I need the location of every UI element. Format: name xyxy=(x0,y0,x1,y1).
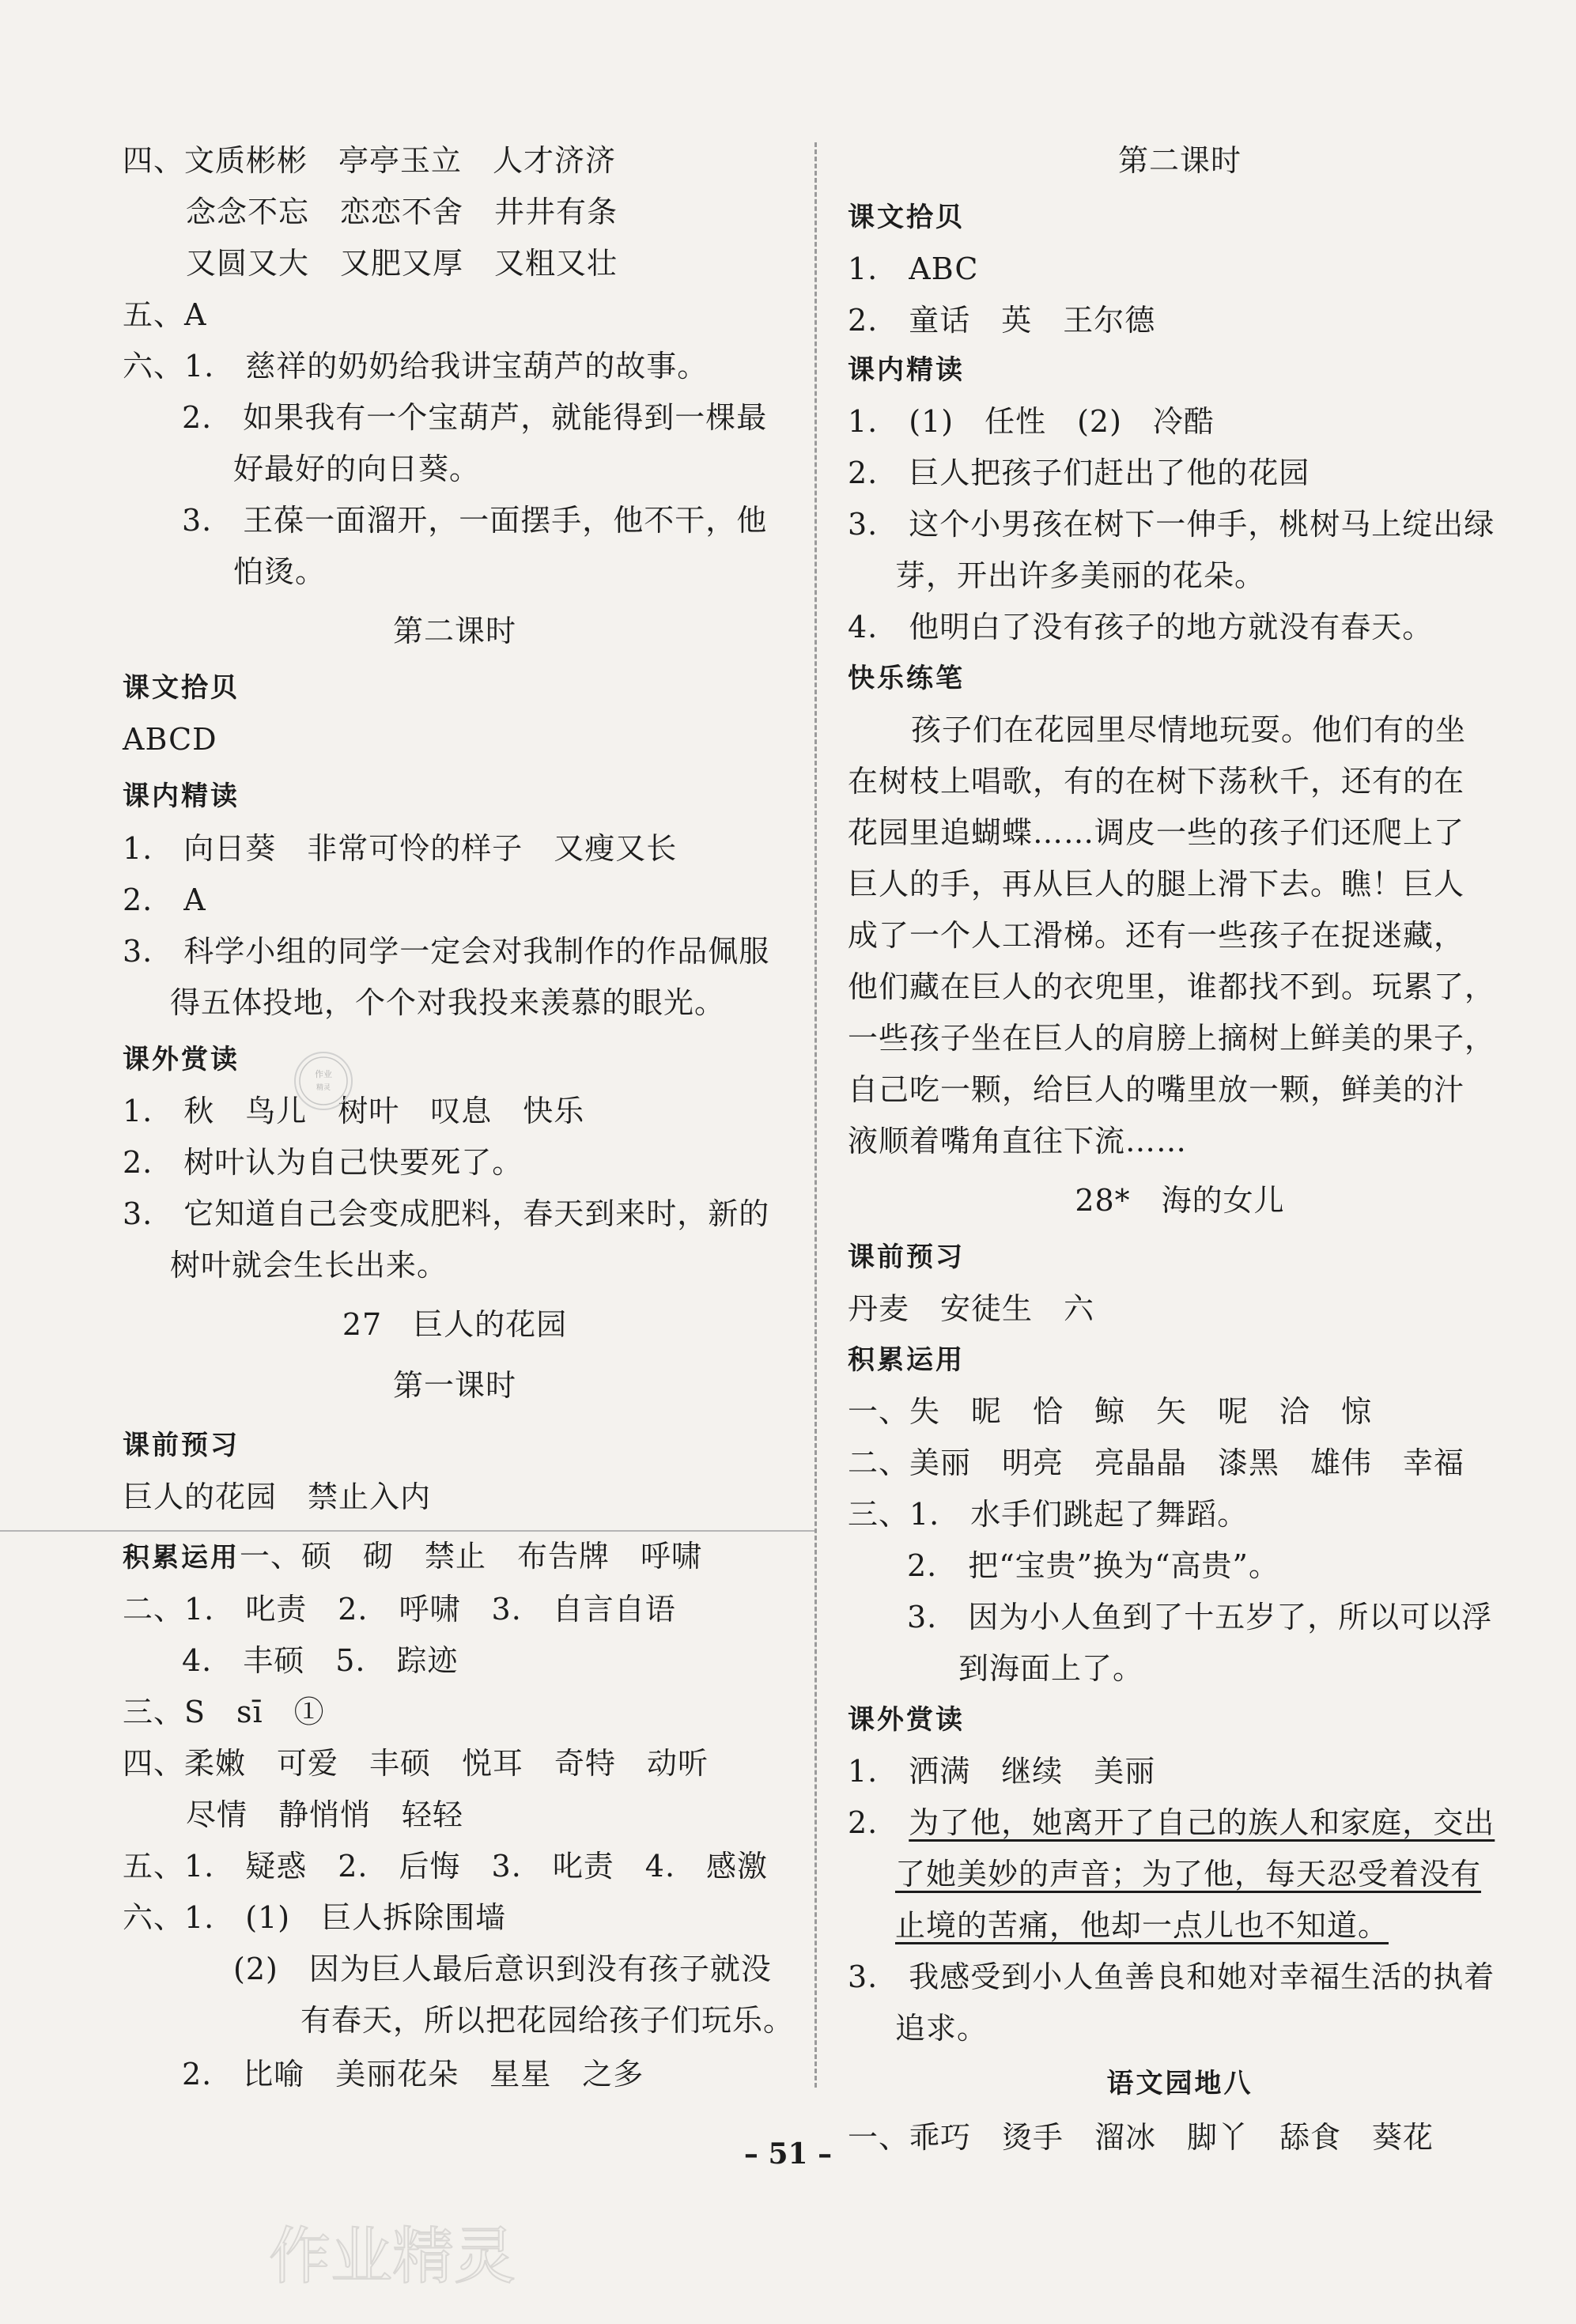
answer-line: 4. 丰硕 5. 踪迹 xyxy=(182,1643,459,1678)
answer-line: 2. 把“宝贵”换为“高贵”。 xyxy=(907,1548,1279,1583)
lesson-title: 27 巨人的花园 xyxy=(342,1307,568,1342)
section-heading: 快乐练笔 xyxy=(848,663,965,694)
lesson-title: 第二课时 xyxy=(1117,143,1242,178)
answer-line: 到海面上了。 xyxy=(958,1651,1144,1686)
answer-line: 液顺着嘴角直往下流…… xyxy=(848,1124,1188,1158)
answer-line: 1. 向日葵 非常可怜的样子 又瘦又长 xyxy=(123,831,678,866)
answer-line: 2. 巨人把孩子们赶出了他的花园 xyxy=(848,455,1310,490)
answer-line: 1. 洒满 继续 美丽 xyxy=(848,1754,1156,1789)
answer-line: 积累运用一、硕 砌 禁止 布告牌 呼啸 xyxy=(123,1539,703,1574)
answer-line: 芽，开出许多美丽的花朵。 xyxy=(895,558,1266,593)
answer-line: 巨人的花园 禁止入内 xyxy=(123,1479,432,1514)
answer-line: 四、文质彬彬 亭亭玉立 人才济济 xyxy=(123,143,617,178)
answer-line: 又圆又大 又肥又厚 又粗又壮 xyxy=(186,246,618,281)
answer-line: 3. 科学小组的同学一定会对我制作的作品佩服 xyxy=(123,934,770,969)
section-heading: 课前预习 xyxy=(848,1241,965,1273)
answer-line: 三、S sī ① xyxy=(123,1695,325,1729)
svg-text:精灵: 精灵 xyxy=(316,1084,331,1092)
answer-line: 好最好的向日葵。 xyxy=(233,452,481,486)
column-divider xyxy=(814,142,817,2088)
lesson-title: 第一课时 xyxy=(392,1368,516,1403)
right-column xyxy=(848,0,1512,2324)
answer-line: 了她美妙的声音；为了他，每天忍受着没有 xyxy=(895,1857,1482,1891)
answer-line: ABCD xyxy=(123,722,217,757)
answer-line: 3. 因为小人鱼到了十五岁了，所以可以浮 xyxy=(907,1600,1493,1634)
section-heading: 积累运用 xyxy=(848,1344,965,1376)
answer-line: 二、美丽 明亮 亮晶晶 漆黑 雄伟 幸福 xyxy=(848,1445,1465,1480)
answer-line: 四、柔嫩 可爱 丰硕 悦耳 奇特 动听 xyxy=(123,1746,709,1781)
answer-line: 有春天，所以把花园给孩子们玩乐。 xyxy=(300,2003,795,2038)
answer-line: 孩子们在花园里尽情地玩耍。他们有的坐 xyxy=(911,712,1467,747)
answer-line: 六、1. (1) 巨人拆除围墙 xyxy=(123,1900,507,1935)
answer-line: 一些孩子坐在巨人的肩膀上摘树上鲜美的果子， xyxy=(848,1021,1496,1056)
section-heading: 课外赏读 xyxy=(123,1044,240,1075)
section-heading: 课文拾贝 xyxy=(123,672,240,704)
answer-line: 3. 它知道自己会变成肥料，春天到来时，新的 xyxy=(123,1196,770,1231)
answer-line: 2. 树叶认为自己快要死了。 xyxy=(123,1145,523,1180)
answer-line: 得五体投地，个个对我投来羡慕的眼光。 xyxy=(170,985,726,1020)
answer-line: 五、1. 疑惑 2. 后悔 3. 叱责 4. 感激 xyxy=(123,1849,769,1884)
section-heading: 课文拾贝 xyxy=(848,202,965,233)
answer-line: 自己吃一颗，给巨人的嘴里放一颗，鲜美的汁 xyxy=(848,1072,1465,1107)
answer-line: 五、A xyxy=(123,297,207,332)
svg-text:作业精灵: 作业精灵 xyxy=(269,2221,516,2292)
answer-line: 1. (1) 任性 (2) 冷酷 xyxy=(848,404,1215,439)
answer-line: 在树枝上唱歌，有的在树下荡秋千，还有的在 xyxy=(848,764,1465,799)
answer-line: 2. 童话 英 王尔德 xyxy=(848,303,1156,338)
section-heading: 课前预习 xyxy=(123,1430,240,1461)
lesson-title: 第二课时 xyxy=(392,614,516,648)
answer-line: 2. 如果我有一个宝葫芦，就能得到一棵最 xyxy=(182,400,768,435)
stamp-seal xyxy=(294,1052,353,1110)
answer-line: 怕烫。 xyxy=(233,554,327,589)
answer-line: 3. 王葆一面溜开，一面摆手，他不干，他 xyxy=(182,503,768,538)
answer-line: 尽情 静悄悄 轻轻 xyxy=(186,1797,464,1832)
answer-line: 他们藏在巨人的衣兜里，谁都找不到。玩累了， xyxy=(848,969,1496,1004)
answer-line: 念念不忘 恋恋不舍 井井有条 xyxy=(186,195,618,229)
answer-line: 三、1. 水手们跳起了舞蹈。 xyxy=(848,1497,1249,1532)
answer-line: 二、1. 叱责 2. 呼啸 3. 自言自语 xyxy=(123,1592,676,1627)
answer-line: 4. 他明白了没有孩子的地方就没有春天。 xyxy=(848,610,1434,644)
answer-line: 一、乖巧 烫手 溜冰 脚丫 舔食 葵花 xyxy=(848,2120,1434,2155)
section-heading: 课内精读 xyxy=(123,780,240,812)
section-heading: 语文园地八 xyxy=(1106,2068,1253,2099)
answer-line: 2. 比喻 美丽花朵 星星 之多 xyxy=(182,2057,644,2092)
watermark-logo xyxy=(269,2214,522,2301)
answer-line: 追求。 xyxy=(895,2011,988,2046)
answer-line: (2) 因为巨人最后意识到没有孩子就没 xyxy=(233,1952,772,1986)
answer-line: 树叶就会生长出来。 xyxy=(170,1248,448,1283)
answer-line: 一、失 昵 恰 鲸 矢 呢 洽 惊 xyxy=(848,1394,1373,1429)
svg-text:作业: 作业 xyxy=(315,1069,332,1079)
lesson-title: 28* 海的女儿 xyxy=(1075,1183,1285,1218)
answer-line: 2. 为了他，她离开了自己的族人和家庭，交出 xyxy=(848,1805,1495,1840)
answer-line: 3. 这个小男孩在树下一伸手，桃树马上绽出绿 xyxy=(848,507,1495,542)
answer-line: 1. 秋 鸟儿 树叶 叹息 快乐 xyxy=(123,1094,585,1128)
answer-line: 1. ABC xyxy=(848,251,979,286)
section-heading: 课外赏读 xyxy=(848,1704,965,1736)
section-heading: 课内精读 xyxy=(848,354,965,386)
answer-line: 2. A xyxy=(123,882,206,917)
answer-line: 止境的苦痛，他却一点儿也不知道。 xyxy=(895,1908,1389,1943)
page-number: – 51 – xyxy=(743,2137,833,2171)
answer-line: 六、1. 慈祥的奶奶给我讲宝葫芦的故事。 xyxy=(123,349,709,384)
answer-line: 成了一个人工滑梯。还有一些孩子在捉迷藏， xyxy=(848,918,1465,953)
answer-line: 3. 我感受到小人鱼善良和她对幸福生活的执着 xyxy=(848,1959,1495,1994)
answer-line: 花园里追蝴蝶……调皮一些的孩子们还爬上了 xyxy=(848,815,1465,850)
answer-line: 丹麦 安徒生 六 xyxy=(848,1291,1095,1326)
answer-line: 巨人的手，再从巨人的腿上滑下去。瞧！巨人 xyxy=(848,867,1465,901)
